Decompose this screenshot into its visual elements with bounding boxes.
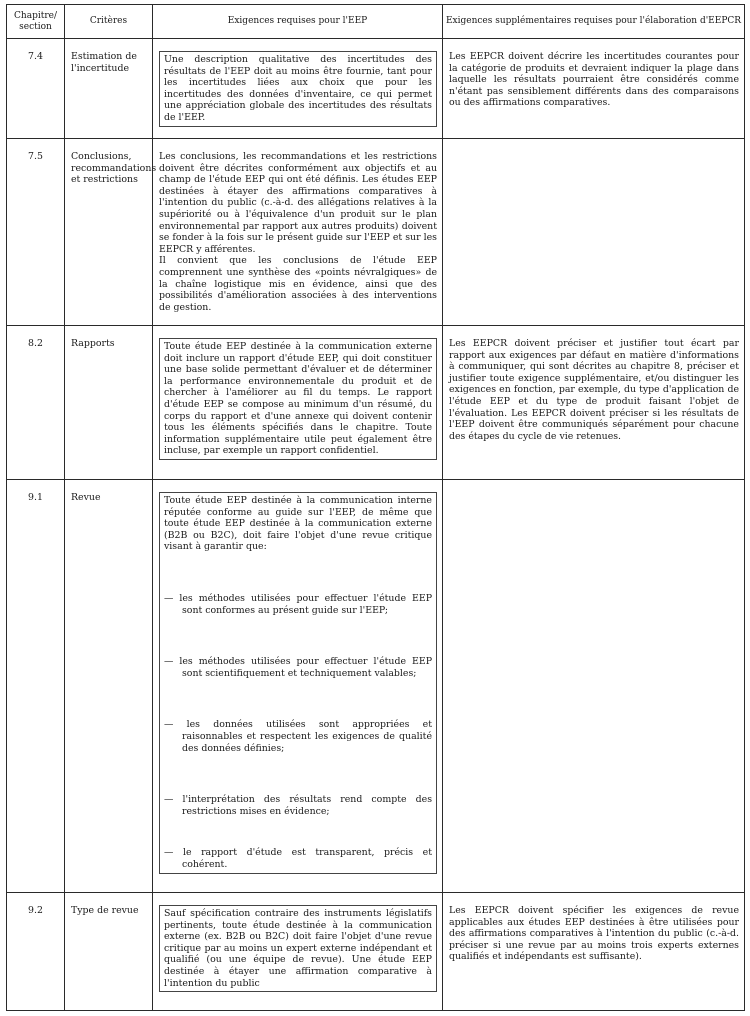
header-section: Chapitre/ section <box>7 5 65 39</box>
requirements-cell <box>153 893 443 1011</box>
section-number: 7.4 <box>7 39 65 139</box>
requirements-text: Une description qualitative des incertitudes des résultats de l'EEP doit au moins être fournie, tant pour les incertitudes liées aux choix que pour les incertitudes des données d'inventaire, ce qui permet une appréciation globale des incertitudes des résultats de l'EEP. <box>164 54 432 123</box>
requirements-cell <box>153 139 443 326</box>
supplementary-cell: Les EEPCR doivent préciser et justifier tout écart par rapport aux exigences par défaut en matière d'informations à communiquer, qui sont décrites au chapitre 8, préciser et justifier toute exigence supplémentaire, et/ou distinguer les exigences en fonction, par exemple, du type d'application de l'étude EEP et du type de produit faisant l'objet de l'évaluation. Les EEPCR doivent préciser si les résultats de l'EEP doivent être communiqués séparément pour chacune des étapes du cycle de vie retenues. <box>443 326 745 480</box>
table-row <box>7 893 745 1011</box>
header-criteria: Critères <box>65 5 153 39</box>
list-item: — le rapport d'étude est transparent, précis et cohérent. <box>164 847 432 870</box>
header-requirements: Exigences requises pour l'EEP <box>153 5 443 39</box>
requirements-cell <box>153 480 443 893</box>
requirements-cell <box>153 326 443 480</box>
table-row <box>7 480 745 893</box>
requirements-text: Toute étude EEP destinée à la communication interne réputée conforme au guide sur l'EEP, de même que toute étude EEP destinée à la communication externe (B2B ou B2C), doit faire l'objet d'une revue critique visant à garantir que: <box>164 495 432 553</box>
section-number: 8.2 <box>7 326 65 480</box>
table-row <box>7 326 745 480</box>
header-row <box>7 5 745 39</box>
supplementary-cell: Les EEPCR doivent décrire les incertitudes courantes pour la catégorie de produits et devraient indiquer la plage dans laquelle les résultats pourraient être considérés comme n'étant pas sensiblement différents dans des comparaisons ou des affirmations comparatives. <box>443 39 745 139</box>
list-item: — les données utilisées sont appropriées et raisonnables et respectent les exigences de qualité des données définies; <box>164 719 432 754</box>
list-item: — les méthodes utilisées pour effectuer l'étude EEP sont scientifiquement et techniquement valables; <box>164 656 432 679</box>
requirements-text: Toute étude EEP destinée à la communication externe doit inclure un rapport d'étude EEP, qui doit constituer une base solide permettant d'évaluer et de déterminer la performance environnementale du produit et de chercher à l'améliorer au fil du temps. Le rapport d'étude EEP se compose au minimum d'un résumé, du corps du rapport et d'une annexe qui doivent contenir tous les éléments spécifiés dans le chapitre. Toute information supplémentaire utile peut également être incluse, par exemple un rapport confidentiel. <box>164 341 432 457</box>
supplementary-cell <box>443 139 745 326</box>
requirements-box <box>159 905 437 992</box>
section-number: 9.2 <box>7 893 65 1011</box>
requirements-table <box>6 4 745 1011</box>
requirements-text: Sauf spécification contraire des instruments législatifs pertinents, toute étude destinée à la communication externe (ex. B2B ou B2C) doit faire l'objet d'une revue critique par au moins un expert externe indépendant et qualifié (ou une équipe de revue). Une étude EEP destinée à étayer une affirmation comparative à l'intention du public <box>164 908 432 989</box>
table-row <box>7 139 745 326</box>
criteria-cell: Rapports <box>65 326 153 480</box>
table-row <box>7 39 745 139</box>
criteria-cell: Conclusions, recommandations et restrictions <box>65 139 153 326</box>
list-item: — l'interprétation des résultats rend compte des restrictions mises en évidence; <box>164 794 432 817</box>
requirements-box <box>159 51 437 127</box>
criteria-cell: Type de revue <box>65 893 153 1011</box>
supplementary-cell: Les EEPCR doivent spécifier les exigences de revue applicables aux études EEP destinées à être utilisées pour des affirmations comparatives à l'intention du public (c.-à-d. préciser si une revue par au moins trois experts externes qualifiés et indépendants est suffisante). <box>443 893 745 1011</box>
criteria-cell: Estimation de l'incertitude <box>65 39 153 139</box>
requirements-text-2: Il convient que les conclusions de l'étude EEP comprennent une synthèse des «points névralgiques» de la chaîne logistique mis en évidence, ainsi que des possibilités d'amélioration associées à des interventions de gestion. <box>159 255 437 313</box>
header-supplementary: Exigences supplémentaires requises pour l'élaboration d'EEPCR <box>443 5 745 39</box>
requirements-box <box>159 338 437 460</box>
requirements-text: Les conclusions, les recommandations et les restrictions doivent être décrites conformément aux objectifs et au champ de l'étude EEP qui ont été définis. Les études EEP destinées à étayer des affirmations comparatives à l'intention du public (c.-à-d. des allégations relatives à la supériorité ou à l'équivalence d'un produit sur le plan environnemental par rapport aux autres produits) doivent se fonder à la fois sur le présent guide sur l'EEP et sur les EEPCR y afférentes. <box>159 151 437 255</box>
requirements-box <box>159 492 437 874</box>
supplementary-cell <box>443 480 745 893</box>
section-number: 7.5 <box>7 139 65 326</box>
section-number: 9.1 <box>7 480 65 893</box>
requirements-cell <box>153 39 443 139</box>
list-item: — les méthodes utilisées pour effectuer l'étude EEP sont conformes au présent guide sur l'EEP; <box>164 593 432 616</box>
criteria-cell: Revue <box>65 480 153 893</box>
